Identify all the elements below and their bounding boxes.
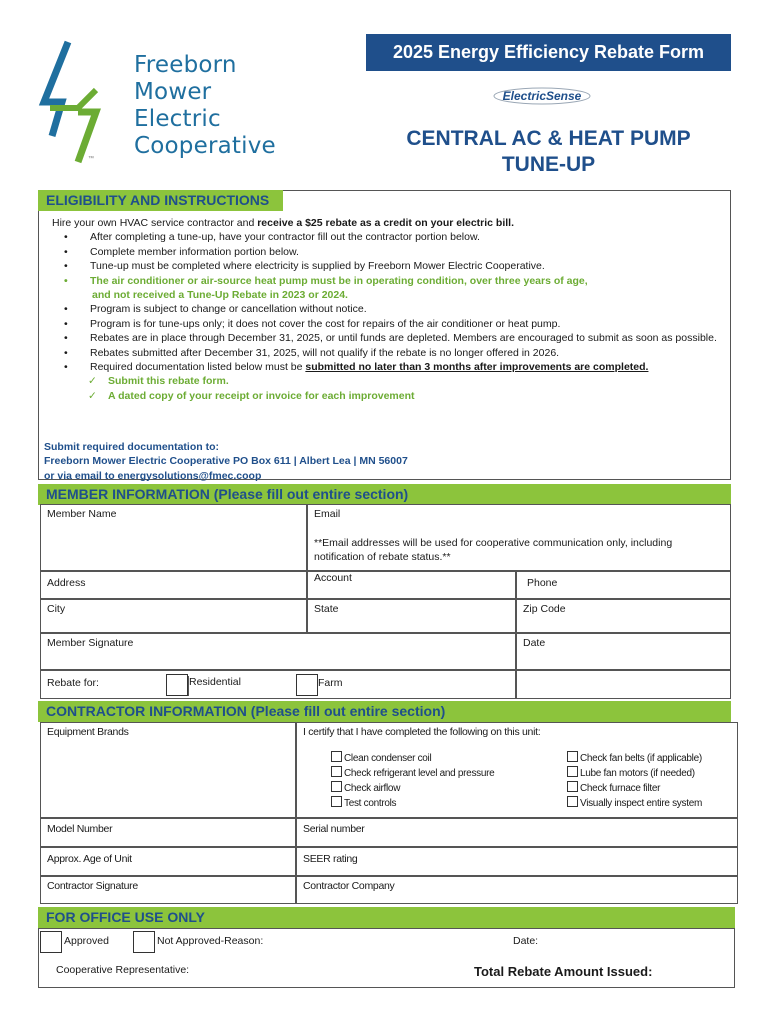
zip-field[interactable] [516, 599, 731, 633]
farm-checkbox[interactable] [296, 674, 318, 696]
contractor-company-field[interactable] [296, 876, 738, 904]
task-checkbox[interactable] [331, 781, 342, 792]
task-checkbox[interactable] [567, 751, 578, 762]
rebate-for-blank [516, 670, 731, 699]
list-item-highlight [52, 274, 724, 303]
task-item[interactable] [567, 766, 702, 781]
task-checkbox[interactable] [331, 751, 342, 762]
submit-line: Submit required documentation to: [44, 441, 219, 453]
not-approved-label: Not Approved-Reason: [157, 935, 264, 947]
task-item[interactable] [331, 766, 494, 781]
eligibility-heading: ELIGIBILITY AND INSTRUCTIONS [38, 190, 283, 211]
member-date-label: Date [523, 637, 546, 649]
equipment-brands-field[interactable] [40, 722, 296, 818]
account-label: Account [314, 572, 352, 584]
member-date-field[interactable] [516, 633, 731, 670]
electricsense-logo-icon [492, 83, 592, 107]
model-number-field[interactable] [40, 818, 296, 847]
address-field[interactable] [40, 571, 307, 599]
total-rebate-label: Total Rebate Amount Issued: [474, 964, 653, 979]
member-heading-text: MEMBER INFORMATION (Please fill out entire section) [46, 486, 409, 502]
task-label: Check refrigerant level and pressure [344, 768, 495, 779]
submit-line: Freeborn Mower Electric Cooperative PO Box 611 | Albert Lea | MN 56007 [44, 455, 408, 468]
unit-age-label: Approx. Age of Unit [47, 853, 132, 865]
cooperative-logo-icon [38, 40, 110, 165]
eligibility-intro [52, 216, 724, 230]
task-item[interactable] [567, 781, 702, 796]
list-item: • Rebates are in place through December 31, 2025, or until funds are depleted. Members are encouraged to submit as soon as possible. [52, 331, 724, 345]
task-item[interactable] [331, 796, 494, 811]
page-title [366, 126, 731, 178]
task-checkbox[interactable] [331, 796, 342, 807]
eligibility-body [52, 216, 724, 403]
task-item[interactable] [331, 781, 494, 796]
task-item[interactable] [331, 751, 494, 766]
state-label: State [314, 603, 339, 615]
seer-rating-field[interactable] [296, 847, 738, 876]
address-label: Address [47, 577, 86, 589]
email-label: Email [314, 508, 341, 520]
city-field[interactable] [40, 599, 307, 633]
tasks-left [331, 751, 494, 811]
model-number-label: Model Number [47, 823, 113, 835]
city-label: City [47, 603, 66, 615]
contractor-heading [38, 701, 731, 722]
task-checkbox[interactable] [567, 766, 578, 777]
member-name-label: Member Name [47, 508, 117, 520]
submit-address [44, 440, 408, 483]
intro-rebate-text: receive a $25 rebate as a credit on your electric bill. [257, 217, 515, 229]
task-checkbox[interactable] [567, 796, 578, 807]
task-label: Check fan belts (if applicable) [580, 753, 702, 764]
list-item: • Complete member information portion below. [52, 245, 724, 259]
list-item-documentation [52, 360, 724, 374]
logo-line-1: Freeborn [134, 52, 237, 78]
logo-line-2: Mower [134, 79, 212, 105]
list-item: • Tune-up must be completed where electricity is supplied by Freeborn Mower Electric Cooperative. [52, 259, 724, 273]
list-item: • Rebates submitted after December 31, 2025, will not qualify if the rebate is no longer offered in 2026. [52, 346, 724, 360]
unit-age-field[interactable] [40, 847, 296, 876]
certify-section [296, 722, 738, 818]
member-name-field[interactable] [40, 504, 307, 571]
task-item[interactable] [567, 751, 702, 766]
rebate-for-label: Rebate for: [47, 677, 99, 689]
account-field[interactable] [307, 571, 516, 599]
check-item: ✓ A dated copy of your receipt or invoice for each improvement [52, 389, 724, 403]
task-checkbox[interactable] [331, 766, 342, 777]
task-label: Test controls [344, 798, 397, 809]
logo-line-4: Cooperative [134, 133, 276, 159]
serial-number-label: Serial number [303, 823, 365, 835]
representative-label: Cooperative Representative: [56, 964, 190, 976]
not-approved-checkbox[interactable] [133, 931, 155, 953]
office-date-label: Date: [513, 935, 539, 947]
phone-field[interactable] [516, 571, 731, 599]
seer-rating-label: SEER rating [303, 853, 358, 865]
list-item: • Program is for tune-ups only; it does not cover the cost for repairs of the air conditioner or heat pump. [52, 317, 724, 331]
task-label: Lube fan motors (if needed) [580, 768, 695, 779]
serial-number-field[interactable] [296, 818, 738, 847]
eligibility-list [52, 230, 724, 403]
logo-trademark: ™ [88, 156, 94, 162]
state-field[interactable] [307, 599, 516, 633]
residential-label: Residential [188, 676, 298, 696]
page-title-line-2: TUNE-UP [501, 153, 596, 176]
task-label: Check airflow [344, 783, 401, 794]
task-label: Clean condenser coil [344, 753, 432, 764]
approved-label: Approved [64, 935, 109, 947]
member-signature-field[interactable] [40, 633, 516, 670]
docs-text: Required documentation listed below must be [90, 361, 306, 374]
logo-line-3: Electric [134, 106, 221, 132]
intro-text: Hire your own HVAC service contractor and [52, 217, 258, 229]
residential-checkbox[interactable] [166, 674, 188, 696]
task-item[interactable] [567, 796, 702, 811]
contractor-heading-text: CONTRACTOR INFORMATION (Please fill out entire section) [46, 703, 446, 719]
submit-line: or via email to energysolutions@fmec.coop [44, 469, 262, 482]
check-item: ✓ Submit this rebate form. [52, 374, 724, 388]
task-checkbox[interactable] [567, 781, 578, 792]
form-title-banner: 2025 Energy Efficiency Rebate Form [366, 34, 731, 71]
approved-checkbox[interactable] [40, 931, 62, 953]
contractor-signature-label: Contractor Signature [47, 880, 138, 892]
logo-wordmark [134, 52, 276, 160]
task-label: Visually inspect entire system [580, 798, 702, 809]
office-heading-text: FOR OFFICE USE ONLY [46, 909, 205, 925]
list-item: • After completing a tune-up, have your contractor fill out the contractor portion below. [52, 230, 724, 244]
member-signature-label: Member Signature [47, 637, 134, 649]
email-field[interactable] [307, 504, 731, 571]
highlight-line-2: and not received a Tune-Up Rebate in 2023 or 2024. [92, 289, 348, 302]
zip-label: Zip Code [523, 603, 566, 615]
docs-deadline-text: submitted no later than 3 months after improvements are completed. [305, 361, 649, 374]
contractor-company-label: Contractor Company [303, 880, 395, 892]
office-heading [38, 907, 735, 928]
phone-label: Phone [527, 577, 558, 589]
equipment-brands-label: Equipment Brands [47, 726, 129, 738]
tasks-right [567, 751, 702, 811]
contractor-signature-field[interactable] [40, 876, 296, 904]
highlight-line-1: The air conditioner or air-source heat pump must be in operating condition, over three years of age, [90, 274, 588, 287]
list-item: • Program is subject to change or cancellation without notice. [52, 302, 724, 316]
task-label: Check furnace filter [580, 783, 661, 794]
certify-label: I certify that I have completed the following on this unit: [303, 726, 541, 738]
farm-label: Farm [318, 677, 343, 689]
email-note: **Email addresses will be used for cooperative communication only, including notification of rebate status.** [314, 537, 673, 563]
page-title-line-1: CENTRAL AC & HEAT PUMP [406, 127, 691, 150]
electricsense-brand-text: ElectricSense [502, 89, 582, 103]
